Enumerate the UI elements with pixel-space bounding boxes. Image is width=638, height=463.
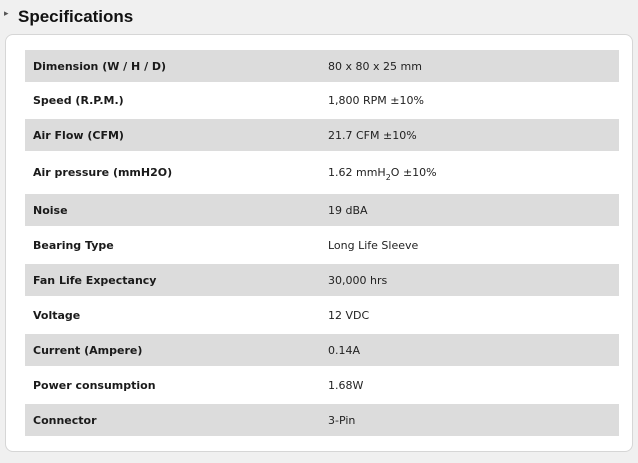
- spec-value: 19 dBA: [328, 203, 368, 217]
- spec-row-air-flow: [25, 119, 619, 151]
- spec-label: Air pressure (mmH2O): [33, 166, 173, 179]
- spec-label: Fan Life Expectancy: [33, 273, 157, 287]
- spec-value: 1,800 RPM ±10%: [328, 94, 424, 107]
- spec-row-current: [25, 334, 619, 366]
- spec-value: Long Life Sleeve: [328, 238, 419, 252]
- spec-value: 80 x 80 x 25 mm: [328, 59, 422, 73]
- spec-label: Noise: [33, 203, 68, 217]
- spec-row-voltage: [25, 296, 619, 334]
- spec-label: Connector: [33, 413, 97, 427]
- spec-row-fan-life: [25, 264, 619, 296]
- spec-value: 12 VDC: [328, 308, 370, 322]
- spec-row-connector: [25, 404, 619, 436]
- spec-value: 1.68W: [328, 378, 364, 392]
- specifications-panel: [5, 34, 633, 452]
- spec-label: Current (Ampere): [33, 343, 143, 357]
- spec-row-power: [25, 366, 619, 404]
- spec-label: Air Flow (CFM): [33, 128, 124, 142]
- spec-label: Bearing Type: [33, 238, 114, 252]
- spec-value: 21.7 CFM ±10%: [328, 128, 417, 142]
- spec-value: 0.14A: [328, 343, 361, 357]
- section-header: [0, 0, 638, 34]
- spec-value: 30,000 hrs: [328, 273, 388, 287]
- spec-row-bearing-type: [25, 226, 619, 264]
- spec-label: Voltage: [33, 308, 81, 322]
- spec-row-speed: [25, 82, 619, 119]
- section-title: Specifications: [18, 7, 134, 26]
- spec-value: 3-Pin: [328, 413, 356, 427]
- spec-label: Speed (R.P.M.): [33, 94, 124, 107]
- spec-label: Power consumption: [33, 378, 156, 392]
- spec-label: Dimension (W / H / D): [33, 59, 167, 73]
- spec-row-air-pressure: [25, 151, 619, 194]
- spec-row-dimension: [25, 50, 619, 82]
- specifications-table: [25, 50, 619, 436]
- chevron-right-icon: ▸: [4, 9, 9, 19]
- spec-value: 1.62 mmH$_2$O ±10%: [328, 166, 437, 182]
- spec-row-noise: [25, 194, 619, 226]
